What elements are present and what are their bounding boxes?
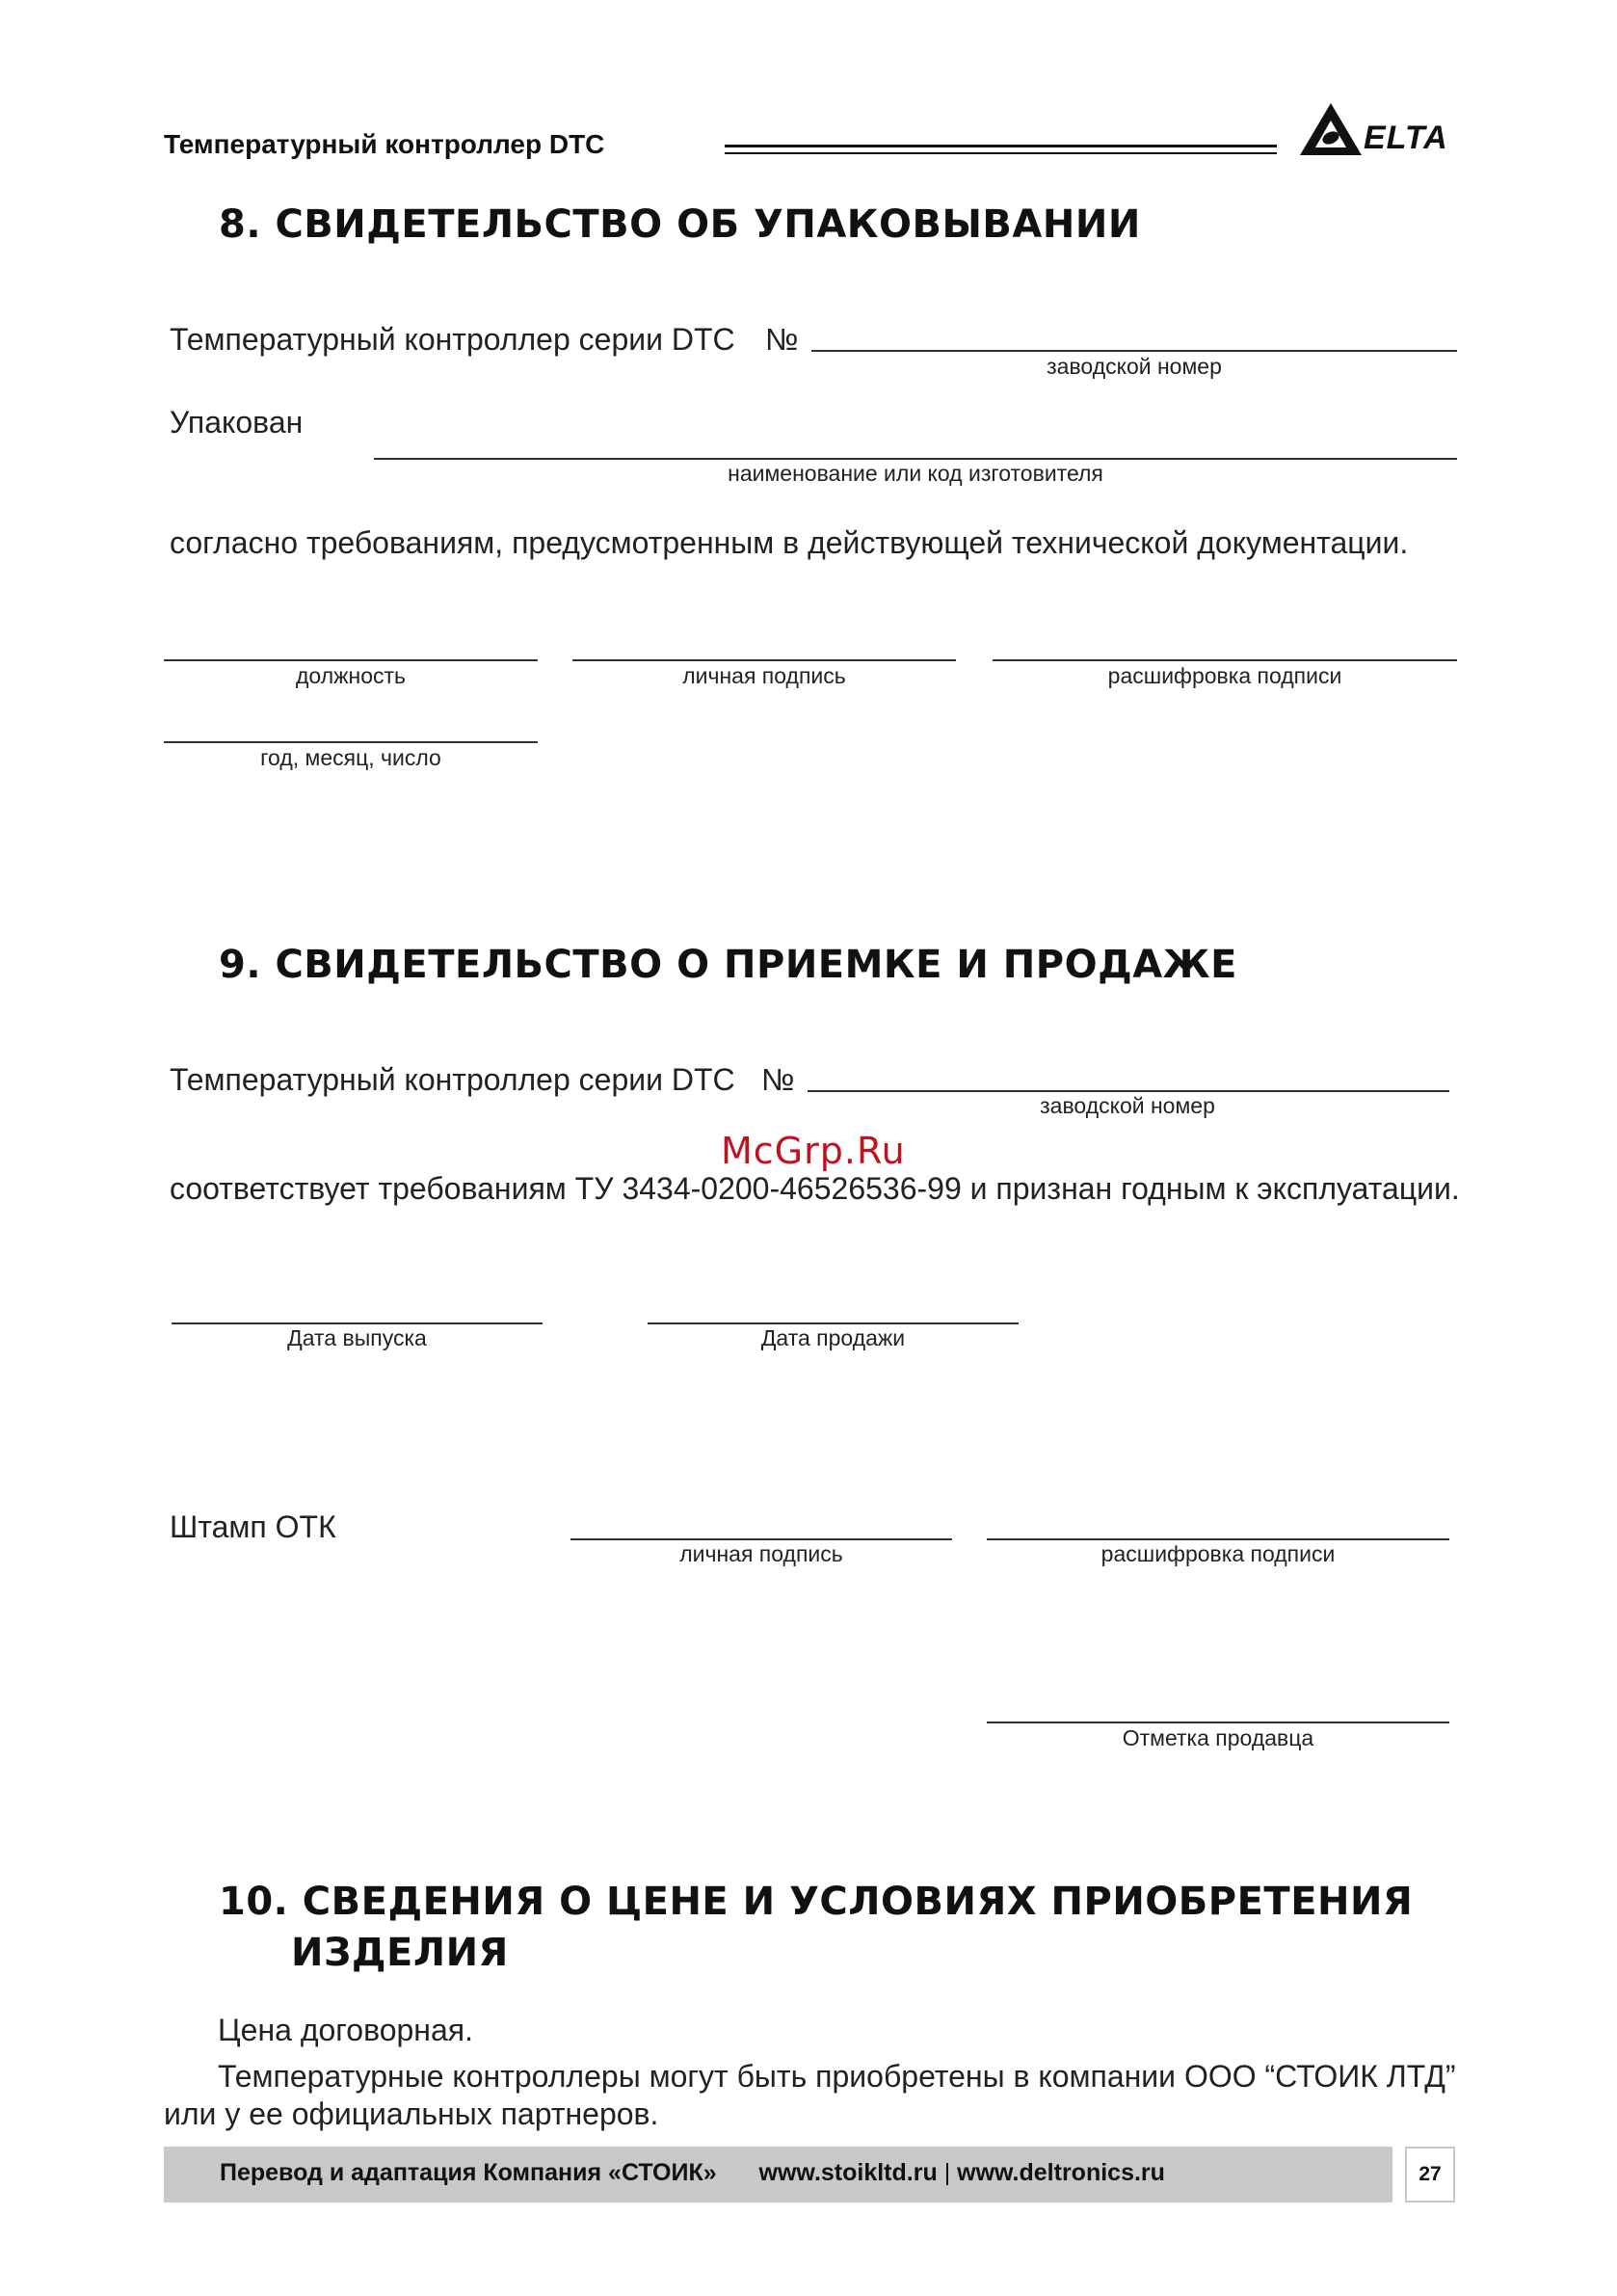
serial-number-field-2[interactable] [808, 1090, 1449, 1092]
footer-line [220, 2159, 1165, 2187]
seller-mark-caption: Отметка продавца [1122, 1725, 1314, 1750]
sale-date-field[interactable] [648, 1322, 1019, 1324]
number-sign-2: № [761, 1062, 795, 1097]
product-series-label: Температурный контроллер серии DTC [170, 322, 735, 357]
footer-separator: | [943, 2159, 951, 2186]
signature-decode-caption: расшифровка подписи [1107, 663, 1342, 688]
signature-field-2[interactable] [570, 1538, 952, 1540]
date-caption: год, месяц, число [260, 745, 441, 770]
header-title: Температурный контроллер DTC [164, 129, 605, 159]
compliance-text-2: соответствует требованиям ТУ 3434-0200-46526536-99 и признан годным к эксплуатации. [170, 1171, 1460, 1206]
manufacturer-field[interactable] [374, 458, 1457, 460]
number-sign: № [765, 322, 799, 357]
signature-caption: личная подпись [682, 663, 846, 688]
price-text: Цена договорная. [218, 2013, 473, 2047]
header-rule-thin [725, 152, 1277, 154]
signature-decode-field-2[interactable] [987, 1538, 1449, 1540]
serial-number-caption-2: заводской номер [1040, 1093, 1215, 1118]
signature-field[interactable] [572, 659, 956, 661]
footer-credit: Перевод и адаптация Компания «СТОИК» [220, 2159, 717, 2186]
signature-decode-caption-2: расшифровка подписи [1100, 1541, 1336, 1566]
serial-number-caption: заводской номер [1047, 354, 1222, 379]
position-caption: должность [295, 663, 407, 688]
compliance-text: согласно требованиям, предусмотренным в действующей технической документации. [170, 525, 1409, 560]
section-8-title: 8. СВИДЕТЕЛЬСТВО ОБ УПАКОВЫВАНИИ [219, 202, 1141, 247]
footer-link-stoik[interactable]: www.stoikltd.ru [758, 2159, 938, 2186]
signature-caption-2: личная подпись [679, 1541, 843, 1566]
packed-label: Упакован [170, 405, 304, 440]
product-series-label-2: Температурный контроллер серии DTC [170, 1062, 735, 1097]
seller-mark-field[interactable] [987, 1722, 1449, 1723]
release-date-caption: Дата выпуска [287, 1325, 427, 1350]
section-10-title: 10. СВЕДЕНИЯ О ЦЕНЕ И УСЛОВИЯХ ПРИОБРЕТЕНИЯ [219, 1880, 1414, 1924]
logo-text: ELTA [1364, 120, 1448, 156]
date-field[interactable] [164, 741, 538, 743]
signature-decode-field[interactable] [993, 659, 1457, 661]
page-number: 27 [1405, 2147, 1455, 2203]
release-date-field[interactable] [172, 1322, 543, 1324]
serial-number-field[interactable] [811, 350, 1457, 352]
header-rule [725, 145, 1277, 147]
purchase-text: Температурные контроллеры могут быть приобретены в компании ООО “СТОИК ЛТД” [218, 2059, 1456, 2094]
sale-date-caption: Дата продажи [760, 1325, 906, 1350]
footer-link-deltronics[interactable]: www.deltronics.ru [957, 2159, 1165, 2186]
watermark: McGrp.Ru [721, 1130, 906, 1172]
purchase-text-cont: или у ее официальных партнеров. [164, 2096, 659, 2131]
stamp-label: Штамп ОТК [170, 1509, 336, 1544]
section-9-title: 9. СВИДЕТЕЛЬСТВО О ПРИЕМКЕ И ПРОДАЖЕ [219, 943, 1237, 987]
section-10-title-cont: ИЗДЕЛИЯ [291, 1931, 509, 1975]
manufacturer-caption: наименование или код изготовителя [728, 461, 1103, 486]
position-field[interactable] [164, 659, 538, 661]
